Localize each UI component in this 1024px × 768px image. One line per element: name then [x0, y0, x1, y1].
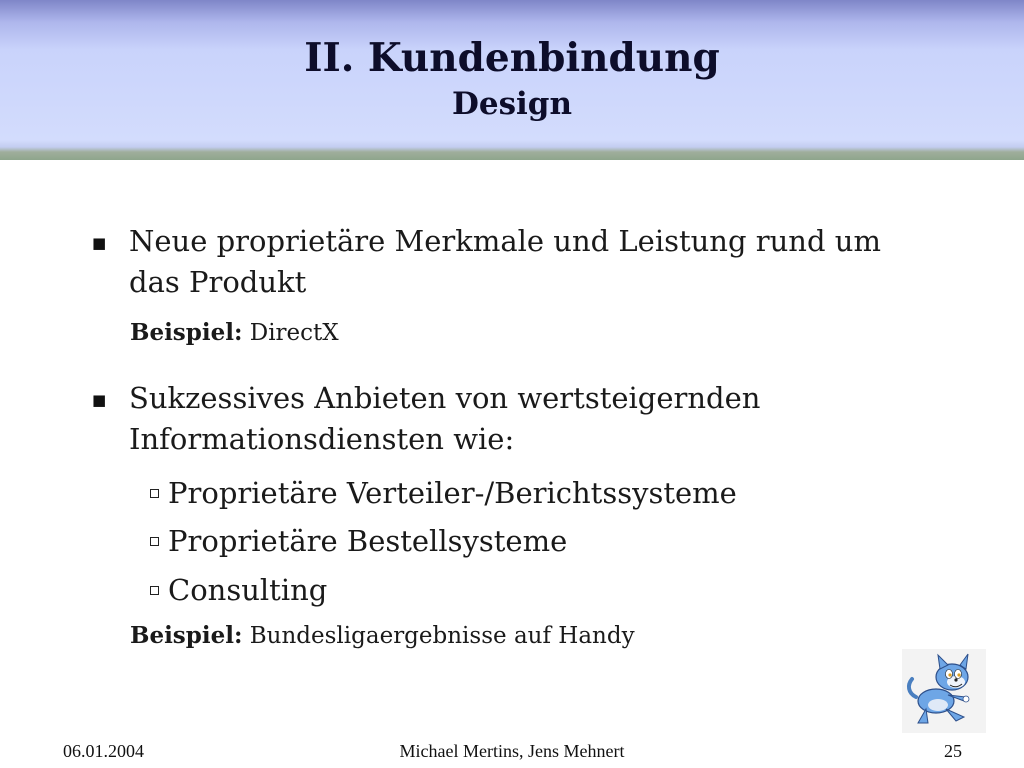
example-text: DirectX — [242, 320, 339, 346]
sub-item-label: Consulting — [168, 573, 328, 607]
sub-item — [150, 522, 567, 560]
example-label: Beispiel: — [130, 622, 243, 649]
square-bullet-icon: ■ — [92, 391, 107, 409]
bullet-item-2-line2: Informationsdiensten wie: — [129, 422, 515, 456]
bullet-item-1-line2: das Produkt — [129, 265, 307, 299]
hollow-square-bullet-icon — [150, 586, 159, 595]
cartoon-cat-mascot-icon — [902, 649, 986, 733]
bullet-item-1-line1: Neue proprietäre Merkmale und Leistung rund um — [129, 224, 881, 258]
sub-item — [150, 474, 737, 512]
bullet-item-1 — [129, 221, 929, 303]
sub-item-label: Proprietäre Verteiler-/Berichtssysteme — [168, 476, 737, 510]
footer-authors: Michael Mertins, Jens Mehnert — [399, 741, 625, 761]
example-bundesliga — [130, 621, 635, 651]
example-directx — [130, 318, 339, 348]
bullet-item-2-line1: Sukzessives Anbieten von wertsteigernden — [129, 381, 761, 415]
hollow-square-bullet-icon — [150, 489, 159, 498]
slide-title: II. Kundenbindung — [304, 35, 720, 81]
sub-item — [150, 571, 327, 609]
square-bullet-icon: ■ — [92, 234, 107, 252]
footer-date: 06.01.2004 — [63, 741, 144, 761]
footer-page-number: 25 — [944, 741, 962, 761]
example-text: Bundesligaergebnisse auf Handy — [242, 623, 635, 649]
slide-subtitle: Design — [451, 86, 573, 122]
bullet-item-2 — [129, 378, 929, 460]
example-label: Beispiel: — [130, 319, 243, 346]
sub-item-label: Proprietäre Bestellsysteme — [168, 524, 568, 558]
hollow-square-bullet-icon — [150, 537, 159, 546]
